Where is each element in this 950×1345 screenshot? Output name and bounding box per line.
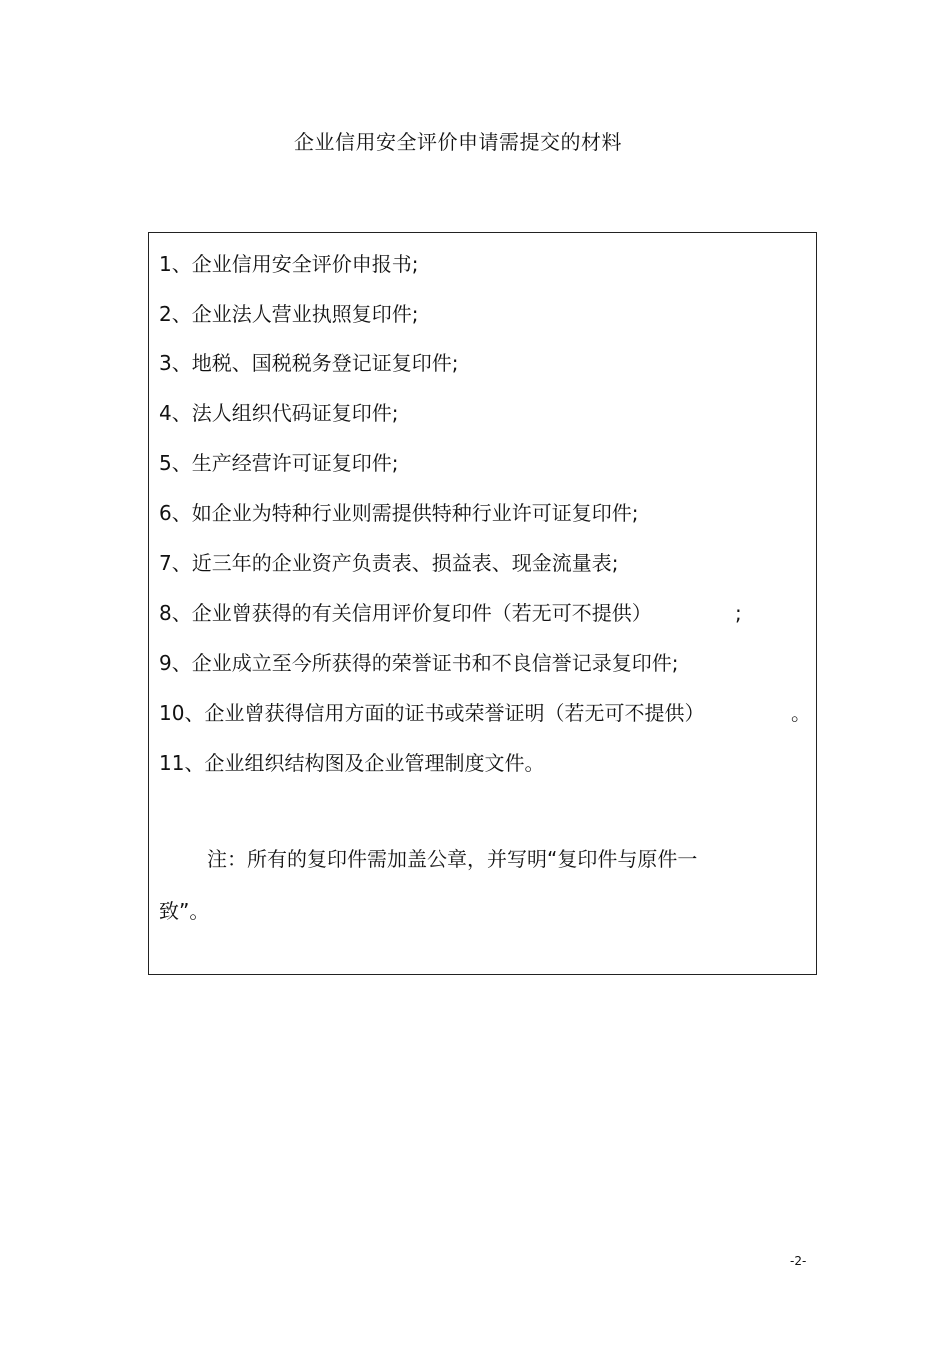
- list-item-text: 3、地税、国税税务登记证复印件;: [159, 351, 459, 375]
- list-item: [159, 599, 799, 627]
- note-line-2: 致”。: [159, 899, 210, 923]
- list-item-text: 11、企业组织结构图及企业管理制度文件。: [159, 751, 545, 775]
- list-item: [159, 349, 458, 377]
- list-item: [159, 649, 678, 677]
- list-item-text: 2、企业法人营业执照复印件;: [159, 302, 419, 326]
- list-item: [159, 749, 544, 777]
- list-item: [159, 399, 398, 427]
- list-item-text: 1、企业信用安全评价申报书;: [159, 252, 419, 276]
- list-item-text: 9、企业成立至今所获得的荣誉证书和不良信誉记录复印件;: [159, 651, 679, 675]
- list-item-text: 7、近三年的企业资产负责表、损益表、现金流量表;: [159, 551, 619, 575]
- list-item: [159, 300, 418, 328]
- list-item-text: 5、生产经营许可证复印件;: [159, 451, 399, 475]
- list-item: [159, 699, 809, 727]
- note-line-1: 注：所有的复印件需加盖公章，并写明“复印件与原件一: [207, 847, 698, 871]
- page-number: -2-: [790, 1254, 807, 1268]
- page-title: 企业信用安全评价申请需提交的材料: [294, 130, 622, 154]
- list-item: [159, 549, 618, 577]
- list-item-text: 4、法人组织代码证复印件;: [159, 401, 399, 425]
- materials-list-box: [148, 232, 817, 975]
- list-item: [159, 449, 398, 477]
- list-item-text: 10、企业曾获得信用方面的证书或荣誉证明（若无可不提供）: [159, 701, 705, 725]
- list-item: [159, 250, 418, 278]
- list-item-text: 8、企业曾获得的有关信用评价复印件（若无可不提供）: [159, 601, 652, 625]
- list-item-text: 6、如企业为特种行业则需提供特种行业许可证复印件;: [159, 501, 639, 525]
- list-item-trailing-mark: ;: [735, 601, 742, 625]
- list-item: [159, 499, 638, 527]
- list-item-trailing-mark: 。: [791, 701, 811, 725]
